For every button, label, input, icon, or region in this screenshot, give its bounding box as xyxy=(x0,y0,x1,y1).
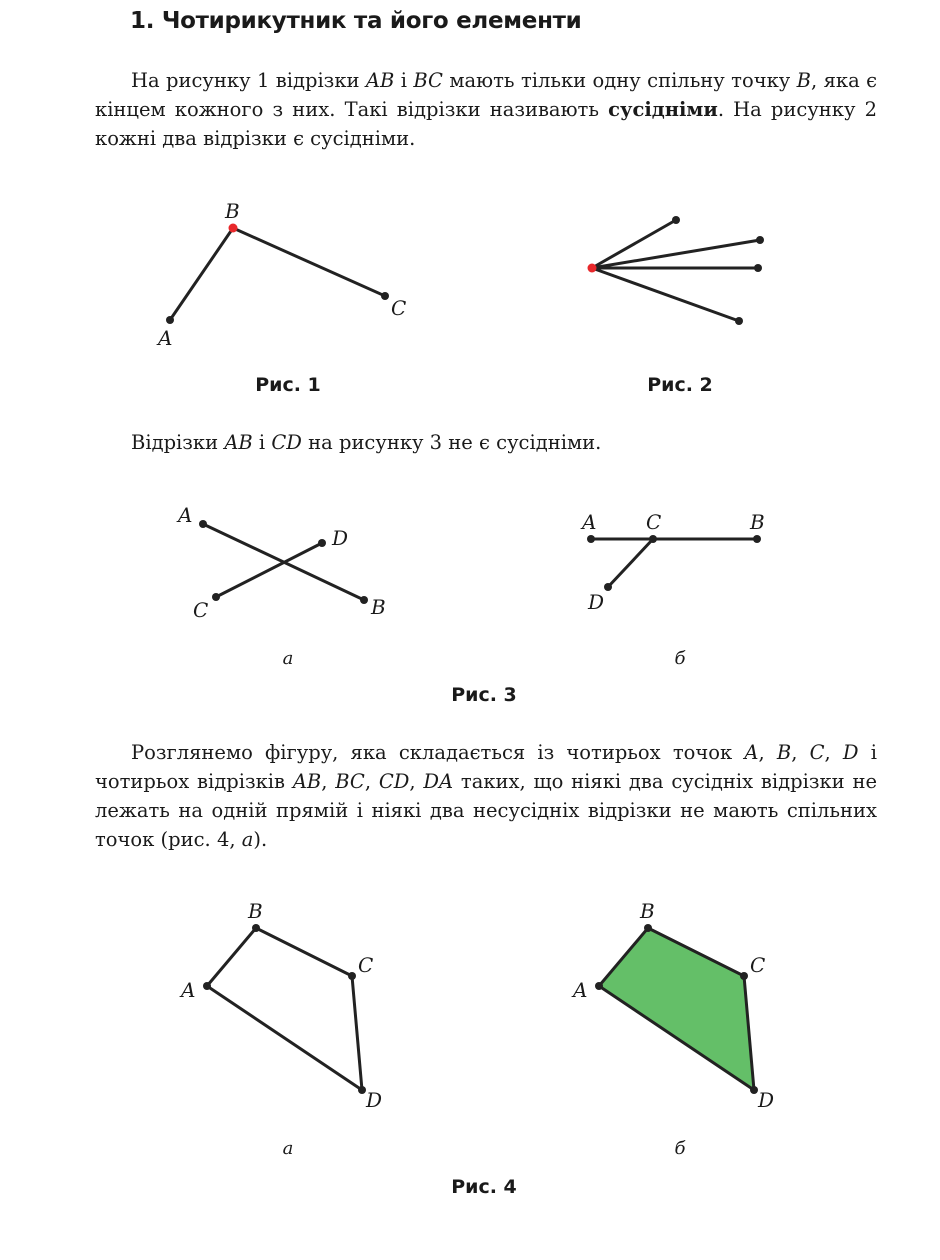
point-c: C xyxy=(809,741,825,764)
label-d: D xyxy=(588,590,605,614)
label-a: A xyxy=(181,978,196,1002)
label-c: C xyxy=(391,296,407,320)
label-d: D xyxy=(366,1088,383,1112)
label-b: B xyxy=(750,510,765,534)
point-a: A xyxy=(744,741,759,764)
text-run: і чотирьох відрізків xyxy=(95,741,877,793)
label-b: B xyxy=(225,199,240,223)
label-b: B xyxy=(371,595,386,619)
segment-ab: AB xyxy=(365,69,395,92)
label-d: D xyxy=(332,526,349,550)
quadrilateral-filled xyxy=(599,928,754,1090)
point-b-dot xyxy=(644,924,652,932)
point-a-dot xyxy=(595,982,603,990)
label-a: A xyxy=(573,978,588,1002)
label-c: C xyxy=(750,953,766,977)
paragraph-quadrilateral-definition: Розглянемо фігуру, яка складається із чотирьох точок A, B, C, D і чотирьох відрізків AB, BC, CD, DA таких, що ніякі два сусідніх відрізки не лежать на одній прямій і ніякі два несусідніх відрізки не мають спільних точок (рис. 4, а). xyxy=(95,741,877,851)
text-run: таких, що ніякі два сусідніх відрізки не лежать на одній прямій і ніякі два несусідніх відрізки не мають спільних точок (рис. 4, xyxy=(95,770,877,851)
segment-da: DA xyxy=(423,770,454,793)
label-c: C xyxy=(646,510,662,534)
subfigure-label-b: б xyxy=(674,1138,686,1159)
label-a: A xyxy=(582,510,597,534)
point-d-dot xyxy=(750,1086,758,1094)
label-c: C xyxy=(193,598,209,622)
text-run: мають тільки одну спільну точку xyxy=(442,69,797,92)
segment-bc: BC xyxy=(335,770,365,793)
text-run: На рисунку 1 відрізки xyxy=(131,69,366,92)
text-run: на рисунку 3 не є сусідніми. xyxy=(301,431,602,454)
subfigure-label-a: а xyxy=(282,1138,294,1159)
label-b: B xyxy=(640,899,655,923)
text-run: і xyxy=(252,431,272,454)
subfigure-label-a: а xyxy=(282,648,294,669)
caption-fig-3: Рис. 3 xyxy=(451,684,517,706)
caption-fig-1: Рис. 1 xyxy=(255,374,321,396)
point-c-dot xyxy=(740,972,748,980)
subfigure-ref: а xyxy=(241,828,254,851)
label-d: D xyxy=(758,1088,775,1112)
text-run: і xyxy=(394,69,414,92)
text-run: Розглянемо фігуру, яка складається із чотирьох точок xyxy=(131,741,745,764)
caption-fig-4: Рис. 4 xyxy=(451,1176,517,1198)
text-run: ). xyxy=(253,828,268,851)
label-c: C xyxy=(358,953,374,977)
text-run: , яка є кінцем кожного з них. Такі відрізки називають xyxy=(95,69,877,121)
caption-fig-2: Рис. 2 xyxy=(647,374,713,396)
label-b: B xyxy=(248,899,263,923)
segment-bc: BC xyxy=(413,69,443,92)
point-d: D xyxy=(842,741,859,764)
segment-cd: CD xyxy=(378,770,410,793)
segment-ab: AB xyxy=(224,431,253,454)
label-a: A xyxy=(178,503,193,527)
point-b: B xyxy=(796,69,811,92)
segment-ab: AB xyxy=(292,770,322,793)
text-run: Відрізки xyxy=(131,431,225,454)
point-b: B xyxy=(776,741,792,764)
term-adjacent: сусідніми xyxy=(608,98,718,121)
subfigure-label-b: б xyxy=(674,648,686,669)
text-run: . На рисунку 2 кожні два відрізки є сусідніми. xyxy=(95,98,877,150)
section-heading: 1. Чотирикутник та його елементи xyxy=(130,8,582,34)
label-a: A xyxy=(158,326,173,350)
segment-cd: CD xyxy=(271,431,302,454)
